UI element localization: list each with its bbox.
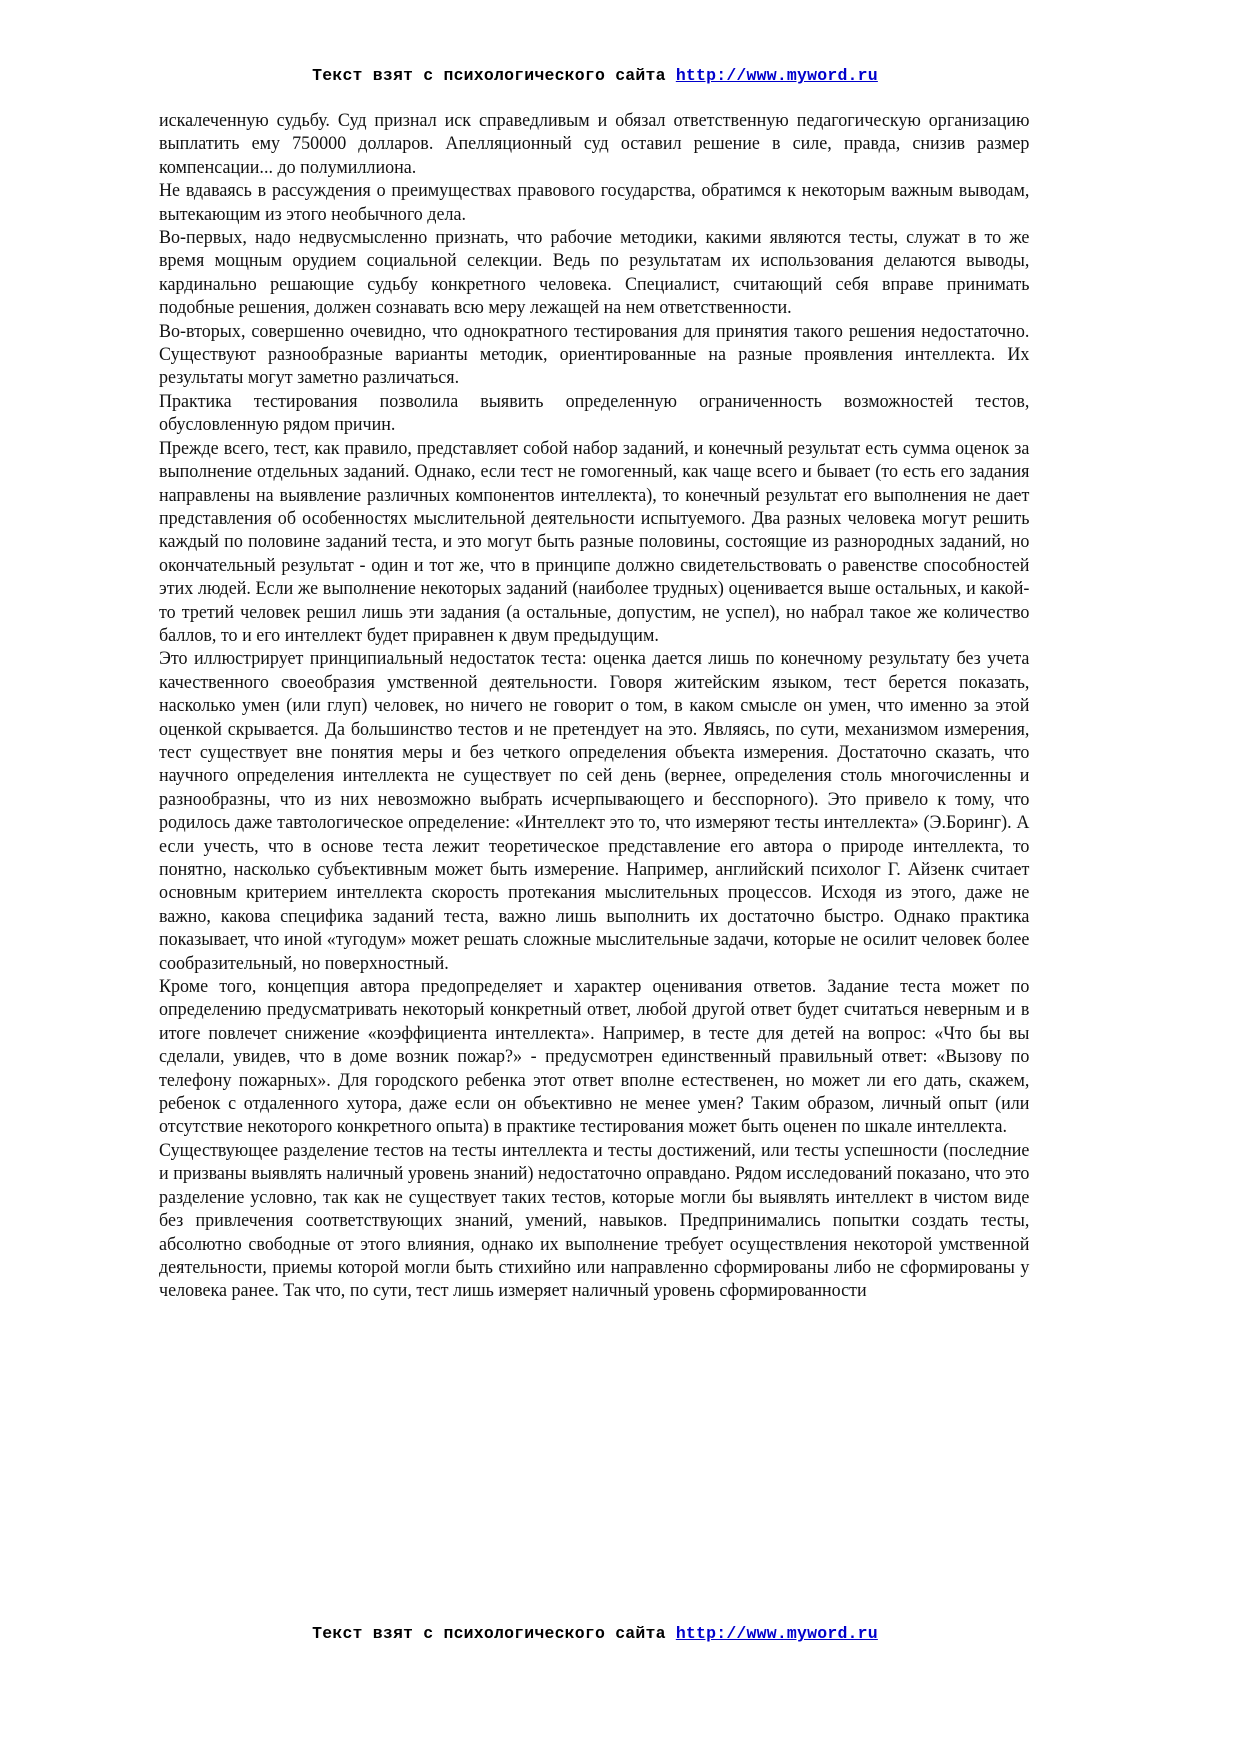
paragraph: Не вдаваясь в рассуждения о преимуществах правового государства, обратимся к некоторым важным выводам, вытекающим из этого необычного дела. [159, 180, 1030, 225]
header-site-link[interactable]: http://www.myword.ru [675, 66, 878, 85]
paragraph: Кроме того, концепция автора предопределяет и характер оценивания ответов. Задание теста может по определению предусматривать некоторый конкретный ответ, любой другой ответ будет считаться неверным и в итоге повлечет снижение «коэффициента интеллекта». Например, в тесте для детей на вопрос: «Что бы вы сделали, увидев, что в доме возник пожар?» - предусмотрен единственный правильный ответ: «Вызову по телефону пожарных». Для городского ребенка этот ответ вполне естественен, но может ли его дать, скажем, ребенок с отдаленного хутора, даже если он объективно не менее умен? Таким образом, личный опыт (или отсутствие некоторого конкретного опыта) в практике тестирования может быть оценен по шкале интеллекта. [159, 976, 1030, 1138]
footer-site-link[interactable]: http://www.myword.ru [675, 1624, 878, 1643]
paragraph: Это иллюстрирует принципиальный недостаток теста: оценка дается лишь по конечному результату без учета качественного своеобразия умственной деятельности. Говоря житейским языком, тест берется показать, насколько умен (или глуп) человек, но ничего не говорит о том, в каком смысле он умен, что именно за этой оценкой скрывается. Да большинство тестов и не претендует на это. Являясь, по сути, механизмом измерения, тест существует вне понятия меры и без четкого определения объекта измерения. Достаточно сказать, что научного определения интеллекта не существует по сей день (вернее, определения столь многочисленны и разнообразны, что из них невозможно выбрать исчерпывающего и бесспорного). Это привело к тому, что родилось даже тавтологическое определение: «Интеллект это то, что измеряют тесты интеллекта» (Э.Боринг). А если учесть, что в основе теста лежит теоретическое представление его автора о природе интеллекта, то понятно, насколько субъективным может быть измерение. Например, английский психолог Г. Айзенк считает основным критерием интеллекта скорость протекания мыслительных процессов. Исходя из этого, даже не важно, какова специфика заданий теста, важно лишь выполнить их достаточно быстро. Однако практика показывает, что иной «тугодум» может решать сложные мыслительные задачи, которые не осилит человек более сообразительный, но поверхностный. [159, 648, 1030, 974]
paragraph: искалеченную судьбу. Суд признал иск справедливым и обязал ответственную педагогическую организацию выплатить ему 750000 долларов. Апелляционный суд оставил решение в силе, правда, снизив размер компенсации... до полумиллиона. [159, 110, 1030, 178]
page-footer [0, 1624, 1190, 1643]
paragraph: Во-вторых, совершенно очевидно, что однократного тестирования для принятия такого решения недостаточно. Существуют разнообразные варианты методик, ориентированные на разные проявления интеллекта. Их результаты могут заметно различаться. [159, 320, 1030, 389]
page-header [0, 66, 1190, 85]
paragraph: Практика тестирования позволила выявить определенную ограниченность возможностей тестов, обусловленную рядом причин. [159, 390, 1030, 436]
paragraph: Во-первых, надо недвусмысленно признать, что рабочие методики, какими являются тесты, служат в то же время мощным орудием социальной селекции. Ведь по результатам их использования делаются выводы, кардинально решающие судьбу конкретного человека. Специалист, считающий себя вправе принимать подобные решения, должен сознавать всю меру лежащей на нем ответственности. [159, 227, 1030, 319]
header-source-text: Текст взят с психологического сайта [312, 66, 676, 85]
footer-source-text: Текст взят с психологического сайта [312, 1624, 676, 1643]
paragraph: Существующее разделение тестов на тесты интеллекта и тесты достижений, или тесты успешности (последние и призваны выявлять наличный уровень знаний) недостаточно оправдано. Рядом исследований показано, что это разделение условно, так как не существует таких тестов, которые могли бы выявлять интеллект в чистом виде без привлечения соответствующих знаний, умений, навыков. Предпринимались попытки создать тесты, абсолютно свободные от этого влияния, однако их выполнение требует осуществления некоторой умственной деятельности, приемы которой могли быть стихийно или направленно сформированы либо не сформированы у человека ранее. Так что, по сути, тест лишь измеряет наличный уровень сформированности [159, 1139, 1030, 1302]
paragraph: Прежде всего, тест, как правило, представляет собой набор заданий, и конечный результат есть сумма оценок за выполнение отдельных заданий. Однако, если тест не гомогенный, как чаще всего и бывает (то есть его задания направлены на выявление различных компонентов интеллекта), то конечный результат его выполнения не дает представления об особенностях мыслительной деятельности испытуемого. Два разных человека могут решить каждый по половине заданий теста, и это могут быть разные половины, состоящие из разнородных заданий, но окончательный результат - один и тот же, что в принципе должно свидетельствовать о равенстве способностей этих людей. Если же выполнение некоторых заданий (наиболее трудных) оценивается выше остальных, и какой-то третий человек решил лишь эти задания (а остальные, допустим, не успел), но набрал такое же количество баллов, то и его интеллект будет приравнен к двум предыдущим. [159, 437, 1030, 646]
document-body [159, 109, 1029, 1303]
